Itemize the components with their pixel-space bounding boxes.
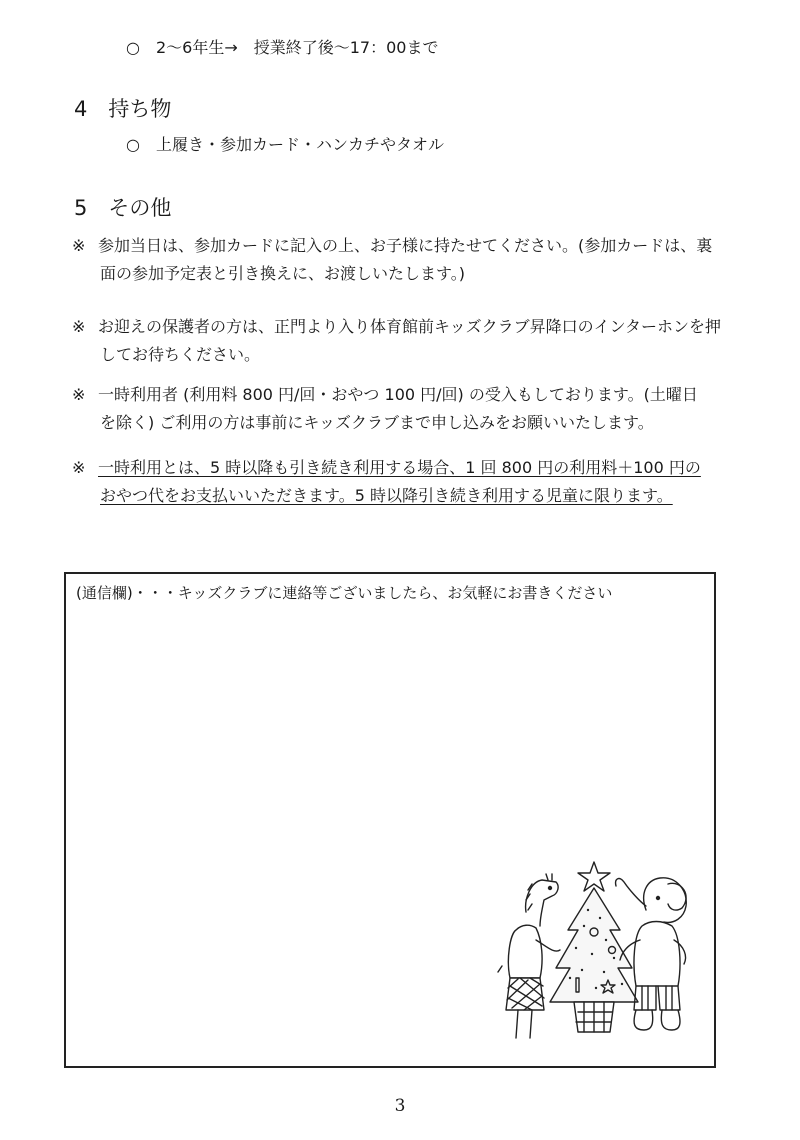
note-pickup xyxy=(72,313,752,369)
page-number: 3 xyxy=(394,1096,406,1116)
note-text-line2: おやつ代をお支払いいただきます。5 時以降引き続き利用する児童に限ります。 xyxy=(100,486,673,505)
note-participation-card xyxy=(72,232,752,288)
memo-box xyxy=(64,572,716,1068)
note-text-line1: 一時利用とは、5 時以降も引き続き利用する場合、1 回 800 円の利用料＋100 円の xyxy=(98,458,701,477)
memo-box-title: (通信欄)・・・キッズクラブに連絡等ございましたら、お気軽にお書きください xyxy=(76,584,613,602)
note-temporary-use xyxy=(72,381,752,437)
belongings-item: ○ 上履き・参加カード・ハンカチやタオル xyxy=(126,135,444,154)
section-5-heading: 5 その他 xyxy=(74,196,172,220)
note-text-line2: を除く) ご利用の方は事前にキッズクラブまで申し込みをお願いいたします。 xyxy=(100,413,654,432)
note-mark: ※ xyxy=(72,236,86,255)
note-text-line1: 参加当日は、参加カードに記入の上、お子様に持たせてください。(参加カードは、裏 xyxy=(98,236,713,255)
note-text-line2: 面の参加予定表と引き換えに、お渡しいたします。) xyxy=(100,264,465,283)
note-mark: ※ xyxy=(72,317,86,336)
note-temporary-use-definition xyxy=(72,454,752,510)
note-text-line2: してお待ちください。 xyxy=(100,345,261,364)
note-mark: ※ xyxy=(72,385,86,404)
note-mark: ※ xyxy=(72,458,86,477)
section-4-heading: 4 持ち物 xyxy=(74,97,172,121)
note-text-line1: お迎えの保護者の方は、正門より入り体育館前キッズクラブ昇降口のインターホンを押 xyxy=(98,317,722,336)
schedule-line: ○ 2～6年生→ 授業終了後～17：00まで xyxy=(126,38,439,57)
christmas-tree-animals-illustration xyxy=(496,860,692,1046)
note-text-line1: 一時利用者 (利用料 800 円/回・おやつ 100 円/回) の受入もしております。(土曜日 xyxy=(98,385,698,404)
